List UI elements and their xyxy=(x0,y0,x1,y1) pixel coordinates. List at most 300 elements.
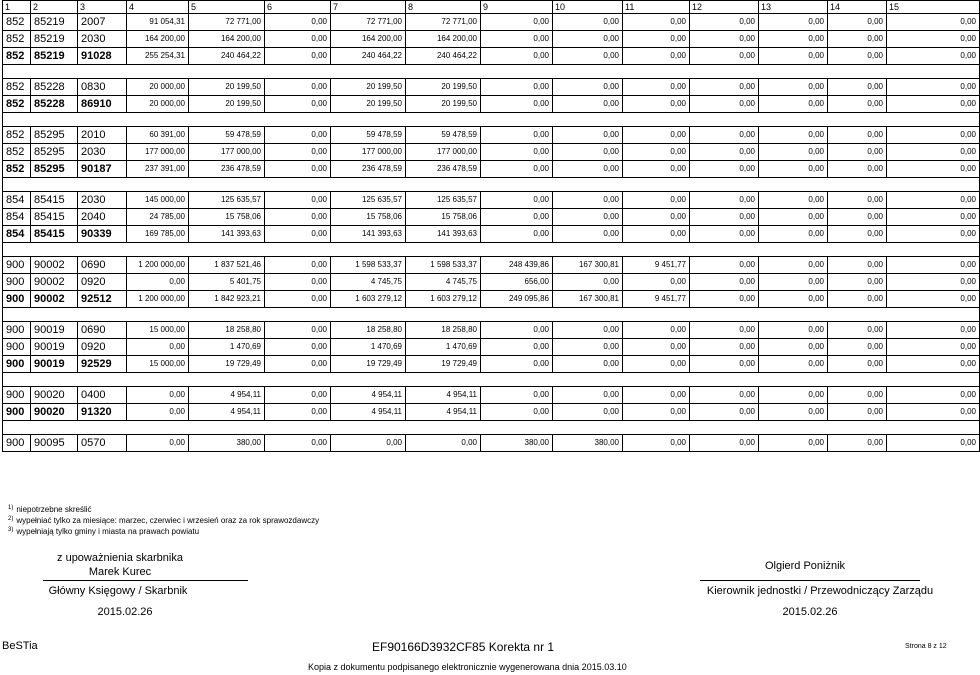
table-cell: 15 758,06 xyxy=(331,209,406,226)
left-signature-line xyxy=(43,580,248,581)
table-cell: 0,00 xyxy=(623,387,690,404)
table-cell: 0,00 xyxy=(887,322,980,339)
table-cell: 0,00 xyxy=(481,192,553,209)
table-cell: 852 xyxy=(3,79,31,96)
table-cell: 0,00 xyxy=(481,127,553,144)
table-cell: 0,00 xyxy=(623,226,690,243)
table-cell: 15 758,06 xyxy=(189,209,265,226)
table-cell: 240 464,22 xyxy=(189,48,265,65)
table-cell: 0,00 xyxy=(887,192,980,209)
table-cell: 0,00 xyxy=(759,14,828,31)
table-cell: 852 xyxy=(3,14,31,31)
table-cell: 164 200,00 xyxy=(331,31,406,48)
table-cell: 0,00 xyxy=(690,79,759,96)
table-cell: 0570 xyxy=(78,435,127,452)
table-cell: 0,00 xyxy=(623,161,690,178)
table-row xyxy=(3,14,980,31)
table-cell: 0,00 xyxy=(690,192,759,209)
table-subtotal-row xyxy=(3,226,980,243)
table-cell: 20 000,00 xyxy=(127,79,189,96)
table-cell: 2030 xyxy=(78,144,127,161)
table-cell: 0,00 xyxy=(481,14,553,31)
table-cell: 0,00 xyxy=(690,14,759,31)
table-cell: 0,00 xyxy=(759,435,828,452)
table-cell: 0,00 xyxy=(265,274,331,291)
table-cell: 1 842 923,21 xyxy=(189,291,265,308)
table-row xyxy=(3,435,980,452)
table-cell: 0,00 xyxy=(690,144,759,161)
table-cell: 15 758,06 xyxy=(406,209,481,226)
table-cell: 0,00 xyxy=(623,209,690,226)
table-cell: 1 603 279,12 xyxy=(331,291,406,308)
table-cell: 90019 xyxy=(31,339,78,356)
table-cell: 0,00 xyxy=(828,48,887,65)
table-cell: 0,00 xyxy=(690,339,759,356)
column-number-cell: 5 xyxy=(189,1,265,14)
table-cell: 0,00 xyxy=(828,322,887,339)
column-number-cell: 10 xyxy=(553,1,623,14)
table-cell: 92529 xyxy=(78,356,127,373)
table-cell: 90002 xyxy=(31,274,78,291)
table-row xyxy=(3,192,980,209)
table-cell: 0920 xyxy=(78,274,127,291)
left-signature-date: 2015.02.26 xyxy=(97,606,153,618)
column-number-cell: 3 xyxy=(78,1,127,14)
table-cell: 0,00 xyxy=(828,404,887,421)
table-cell: 20 199,50 xyxy=(406,96,481,113)
table-cell: 20 199,50 xyxy=(406,79,481,96)
table-cell: 1 470,69 xyxy=(331,339,406,356)
table-cell: 0,00 xyxy=(887,291,980,308)
table-cell: 0690 xyxy=(78,257,127,274)
table-cell: 85415 xyxy=(31,226,78,243)
column-number-header xyxy=(3,1,980,14)
table-cell: 0,00 xyxy=(759,48,828,65)
table-cell: 0,00 xyxy=(265,291,331,308)
table-cell: 0,00 xyxy=(265,79,331,96)
table-cell: 0,00 xyxy=(265,96,331,113)
table-cell: 15 000,00 xyxy=(127,322,189,339)
table-cell: 164 200,00 xyxy=(406,31,481,48)
table-row xyxy=(3,127,980,144)
table-cell: 0,00 xyxy=(481,144,553,161)
table-cell: 0,00 xyxy=(887,274,980,291)
table-cell: 1 598 533,37 xyxy=(331,257,406,274)
table-cell: 236 478,59 xyxy=(189,161,265,178)
group-separator xyxy=(3,308,980,322)
table-cell: 0,00 xyxy=(887,96,980,113)
separator-cell xyxy=(3,308,980,322)
right-signature-name: Olgierd Poniżnik xyxy=(764,560,846,572)
table-cell: 18 258,80 xyxy=(189,322,265,339)
right-signature-date: 2015.02.26 xyxy=(782,606,838,618)
table-cell: 0,00 xyxy=(553,31,623,48)
table-cell: 0,00 xyxy=(265,127,331,144)
footnote xyxy=(8,527,199,536)
table-cell: 0,00 xyxy=(887,127,980,144)
table-cell: 900 xyxy=(3,435,31,452)
table-cell: 380,00 xyxy=(553,435,623,452)
table-cell: 248 439,86 xyxy=(481,257,553,274)
table-cell: 0,00 xyxy=(759,127,828,144)
table-cell: 0,00 xyxy=(828,435,887,452)
table-cell: 0,00 xyxy=(265,257,331,274)
table-cell: 0,00 xyxy=(690,404,759,421)
table-cell: 900 xyxy=(3,274,31,291)
table-cell: 4 954,11 xyxy=(406,404,481,421)
left-signature-line1: z upoważnienia skarbnika xyxy=(57,552,183,564)
table-cell: 0,00 xyxy=(623,435,690,452)
footer-document-id: EF90166D3932CF85 Korekta nr 1 xyxy=(372,640,555,654)
table-cell: 59 478,59 xyxy=(331,127,406,144)
table-cell: 72 771,00 xyxy=(406,14,481,31)
table-subtotal-row xyxy=(3,356,980,373)
table-cell: 900 xyxy=(3,339,31,356)
table-cell: 0,00 xyxy=(828,209,887,226)
table-cell: 4 954,11 xyxy=(331,404,406,421)
table-cell: 85219 xyxy=(31,14,78,31)
separator-cell xyxy=(3,421,980,435)
table-cell: 0,00 xyxy=(828,387,887,404)
table-cell: 0,00 xyxy=(828,192,887,209)
table-cell: 0,00 xyxy=(553,226,623,243)
table-cell: 0,00 xyxy=(481,322,553,339)
column-number-cell: 9 xyxy=(481,1,553,14)
footer-page-number: Strona 8 z 12 xyxy=(905,643,947,650)
table-cell: 167 300,81 xyxy=(553,291,623,308)
table-cell: 0,00 xyxy=(553,161,623,178)
table-cell: 0,00 xyxy=(553,14,623,31)
table-cell: 0,00 xyxy=(265,356,331,373)
table-cell: 900 xyxy=(3,387,31,404)
group-separator xyxy=(3,421,980,435)
table-cell: 85415 xyxy=(31,192,78,209)
table-row xyxy=(3,209,980,226)
table-cell: 0,00 xyxy=(553,192,623,209)
table-subtotal-row xyxy=(3,96,980,113)
table-cell: 0,00 xyxy=(623,356,690,373)
table-cell: 0,00 xyxy=(481,387,553,404)
table-cell: 0,00 xyxy=(887,209,980,226)
footer-copy-note: Kopia z dokumentu podpisanego elektronicznie wygenerowana dnia 2015.03.10 xyxy=(308,662,627,672)
table-cell: 18 258,80 xyxy=(406,322,481,339)
table-cell: 0,00 xyxy=(623,127,690,144)
report-table xyxy=(2,0,980,452)
footer-app-name: BeSTia xyxy=(2,640,38,652)
table-cell: 4 954,11 xyxy=(189,404,265,421)
table-cell: 0,00 xyxy=(690,257,759,274)
table-cell: 236 478,59 xyxy=(331,161,406,178)
table-cell: 1 603 279,12 xyxy=(406,291,481,308)
table-cell: 0,00 xyxy=(265,435,331,452)
table-cell: 0,00 xyxy=(127,387,189,404)
column-number-cell: 13 xyxy=(759,1,828,14)
table-cell: 90002 xyxy=(31,291,78,308)
table-cell: 240 464,22 xyxy=(406,48,481,65)
table-cell: 19 729,49 xyxy=(406,356,481,373)
table-cell: 0,00 xyxy=(265,31,331,48)
table-cell: 0,00 xyxy=(828,226,887,243)
table-cell: 4 745,75 xyxy=(406,274,481,291)
table-cell: 9 451,77 xyxy=(623,257,690,274)
table-cell: 90019 xyxy=(31,322,78,339)
table-cell: 237 391,00 xyxy=(127,161,189,178)
table-cell: 0,00 xyxy=(406,435,481,452)
table-cell: 0,00 xyxy=(690,161,759,178)
table-cell: 236 478,59 xyxy=(406,161,481,178)
table-cell: 255 254,31 xyxy=(127,48,189,65)
table-cell: 0,00 xyxy=(623,339,690,356)
table-cell: 0,00 xyxy=(553,79,623,96)
separator-cell xyxy=(3,113,980,127)
footnote-mark: 3) xyxy=(8,527,14,533)
table-cell: 0,00 xyxy=(265,192,331,209)
table-cell: 0,00 xyxy=(265,226,331,243)
table-cell: 0,00 xyxy=(265,404,331,421)
column-number-cell: 2 xyxy=(31,1,78,14)
table-cell: 900 xyxy=(3,322,31,339)
table-cell: 0,00 xyxy=(623,31,690,48)
table-cell: 24 785,00 xyxy=(127,209,189,226)
table-cell: 854 xyxy=(3,192,31,209)
table-cell: 0,00 xyxy=(481,31,553,48)
table-cell: 0,00 xyxy=(553,48,623,65)
table-cell: 0,00 xyxy=(331,435,406,452)
table-cell: 90339 xyxy=(78,226,127,243)
table-cell: 0,00 xyxy=(759,356,828,373)
table-cell: 20 199,50 xyxy=(189,79,265,96)
table-cell: 852 xyxy=(3,31,31,48)
separator-cell xyxy=(3,373,980,387)
table-cell: 1 598 533,37 xyxy=(406,257,481,274)
table-cell: 72 771,00 xyxy=(331,14,406,31)
table-cell: 125 635,57 xyxy=(189,192,265,209)
table-cell: 0,00 xyxy=(887,257,980,274)
table-cell: 900 xyxy=(3,257,31,274)
table-subtotal-row xyxy=(3,404,980,421)
table-cell: 0,00 xyxy=(887,79,980,96)
column-number-cell: 8 xyxy=(406,1,481,14)
table-cell: 125 635,57 xyxy=(331,192,406,209)
table-cell: 164 200,00 xyxy=(127,31,189,48)
table-cell: 1 200 000,00 xyxy=(127,291,189,308)
table-cell: 2030 xyxy=(78,192,127,209)
table-cell: 2030 xyxy=(78,31,127,48)
table-cell: 0,00 xyxy=(759,291,828,308)
table-cell: 0,00 xyxy=(887,144,980,161)
table-cell: 2040 xyxy=(78,209,127,226)
table-cell: 0,00 xyxy=(828,79,887,96)
table-cell: 0400 xyxy=(78,387,127,404)
table-cell: 0,00 xyxy=(887,161,980,178)
left-signature-role: Główny Księgowy / Skarbnik xyxy=(48,585,188,597)
table-cell: 141 393,63 xyxy=(189,226,265,243)
table-cell: 0,00 xyxy=(887,356,980,373)
table-cell: 0,00 xyxy=(759,192,828,209)
table-cell: 4 954,11 xyxy=(189,387,265,404)
column-number-cell: 15 xyxy=(887,1,980,14)
table-cell: 85415 xyxy=(31,209,78,226)
table-cell: 0,00 xyxy=(481,404,553,421)
table-cell: 90187 xyxy=(78,161,127,178)
table-cell: 0,00 xyxy=(481,96,553,113)
table-cell: 0,00 xyxy=(828,356,887,373)
separator-cell xyxy=(3,243,980,257)
table-cell: 0,00 xyxy=(623,322,690,339)
footnote-text: wypełniać tylko za miesiące: marzec, czerwiec i wrzesień oraz za rok sprawozdawczy xyxy=(16,516,320,525)
table-cell: 91028 xyxy=(78,48,127,65)
table-cell: 19 729,49 xyxy=(189,356,265,373)
table-cell: 20 199,50 xyxy=(331,96,406,113)
footnote-text: wypełniają tylko gminy i miasta na prawach powiatu xyxy=(16,527,200,536)
table-cell: 0,00 xyxy=(828,127,887,144)
table-cell: 1 200 000,00 xyxy=(127,257,189,274)
table-cell: 141 393,63 xyxy=(331,226,406,243)
right-signature-line xyxy=(700,580,920,581)
table-cell: 0,00 xyxy=(553,96,623,113)
table-cell: 1 470,69 xyxy=(406,339,481,356)
table-cell: 0,00 xyxy=(553,274,623,291)
table-cell: 0,00 xyxy=(759,404,828,421)
table-cell: 9 451,77 xyxy=(623,291,690,308)
footnote xyxy=(8,505,92,514)
table-cell: 18 258,80 xyxy=(331,322,406,339)
footnote xyxy=(8,516,319,525)
footnote-mark: 2) xyxy=(8,516,14,522)
table-cell: 90095 xyxy=(31,435,78,452)
group-separator xyxy=(3,65,980,79)
table-cell: 0,00 xyxy=(887,339,980,356)
table-cell: 0690 xyxy=(78,322,127,339)
table-cell: 0,00 xyxy=(690,209,759,226)
table-cell: 0,00 xyxy=(623,14,690,31)
table-cell: 1 470,69 xyxy=(189,339,265,356)
column-number-cell: 11 xyxy=(623,1,690,14)
table-cell: 4 745,75 xyxy=(331,274,406,291)
table-cell: 1 837 521,46 xyxy=(189,257,265,274)
table-cell: 0,00 xyxy=(265,161,331,178)
table-cell: 0,00 xyxy=(690,96,759,113)
table-cell: 85219 xyxy=(31,31,78,48)
table-cell: 0,00 xyxy=(828,339,887,356)
table-cell: 85295 xyxy=(31,161,78,178)
table-row xyxy=(3,257,980,274)
table-cell: 380,00 xyxy=(481,435,553,452)
footnote-mark: 1) xyxy=(8,505,14,511)
table-cell: 0,00 xyxy=(887,14,980,31)
group-separator xyxy=(3,243,980,257)
table-cell: 0,00 xyxy=(623,274,690,291)
table-cell: 90019 xyxy=(31,356,78,373)
table-cell: 59 478,59 xyxy=(189,127,265,144)
table-cell: 2007 xyxy=(78,14,127,31)
column-number-cell: 12 xyxy=(690,1,759,14)
table-cell: 0,00 xyxy=(759,257,828,274)
table-cell: 0,00 xyxy=(553,127,623,144)
table-subtotal-row xyxy=(3,291,980,308)
table-cell: 85295 xyxy=(31,127,78,144)
table-cell: 4 954,11 xyxy=(406,387,481,404)
table-cell: 852 xyxy=(3,48,31,65)
table-cell: 0,00 xyxy=(759,161,828,178)
table-cell: 0,00 xyxy=(553,404,623,421)
table-cell: 854 xyxy=(3,209,31,226)
table-cell: 19 729,49 xyxy=(331,356,406,373)
table-cell: 900 xyxy=(3,356,31,373)
table-cell: 0,00 xyxy=(690,435,759,452)
table-cell: 177 000,00 xyxy=(406,144,481,161)
footnote-text: niepotrzebne skreślić xyxy=(16,505,92,514)
table-cell: 0,00 xyxy=(759,96,828,113)
table-cell: 90002 xyxy=(31,257,78,274)
table-cell: 0,00 xyxy=(623,144,690,161)
column-number-cell: 4 xyxy=(127,1,189,14)
table-cell: 177 000,00 xyxy=(189,144,265,161)
table-cell: 0,00 xyxy=(127,274,189,291)
column-number-cell: 14 xyxy=(828,1,887,14)
table-cell: 164 200,00 xyxy=(189,31,265,48)
table-cell: 0,00 xyxy=(127,404,189,421)
table-cell: 0,00 xyxy=(265,144,331,161)
table-cell: 0,00 xyxy=(553,356,623,373)
table-cell: 167 300,81 xyxy=(553,257,623,274)
table-subtotal-row xyxy=(3,161,980,178)
table-cell: 0,00 xyxy=(265,209,331,226)
table-cell: 15 000,00 xyxy=(127,356,189,373)
table-cell: 0,00 xyxy=(623,48,690,65)
table-cell: 0,00 xyxy=(828,274,887,291)
table-cell: 0,00 xyxy=(127,435,189,452)
table-cell: 125 635,57 xyxy=(406,192,481,209)
right-signature-role: Kierownik jednostki / Przewodniczący Zarządu xyxy=(706,585,934,597)
table-cell: 20 199,50 xyxy=(331,79,406,96)
table-cell: 0,00 xyxy=(690,322,759,339)
table-row xyxy=(3,322,980,339)
table-cell: 91 054,31 xyxy=(127,14,189,31)
table-cell: 249 095,86 xyxy=(481,291,553,308)
table-cell: 0,00 xyxy=(759,322,828,339)
table-cell: 0,00 xyxy=(887,48,980,65)
separator-cell xyxy=(3,65,980,79)
table-cell: 0,00 xyxy=(828,96,887,113)
table-cell: 0,00 xyxy=(759,226,828,243)
table-row xyxy=(3,274,980,291)
table-cell: 0,00 xyxy=(553,209,623,226)
table-cell: 0,00 xyxy=(828,14,887,31)
table-cell: 900 xyxy=(3,291,31,308)
left-signature-name: Marek Kurec xyxy=(88,566,152,578)
table-cell: 380,00 xyxy=(189,435,265,452)
table-cell: 0,00 xyxy=(553,339,623,356)
table-cell: 85295 xyxy=(31,144,78,161)
table-cell: 0,00 xyxy=(759,79,828,96)
table-cell: 0,00 xyxy=(127,339,189,356)
table-row xyxy=(3,79,980,96)
table-cell: 0,00 xyxy=(759,209,828,226)
table-cell: 0,00 xyxy=(553,144,623,161)
table-cell: 0,00 xyxy=(828,291,887,308)
table-cell: 0,00 xyxy=(481,209,553,226)
table-cell: 0,00 xyxy=(553,322,623,339)
table-cell: 0920 xyxy=(78,339,127,356)
table-cell: 86910 xyxy=(78,96,127,113)
table-cell: 0,00 xyxy=(623,192,690,209)
table-cell: 177 000,00 xyxy=(331,144,406,161)
table-cell: 0,00 xyxy=(481,356,553,373)
separator-cell xyxy=(3,178,980,192)
table-cell: 169 785,00 xyxy=(127,226,189,243)
table-cell: 0,00 xyxy=(553,387,623,404)
